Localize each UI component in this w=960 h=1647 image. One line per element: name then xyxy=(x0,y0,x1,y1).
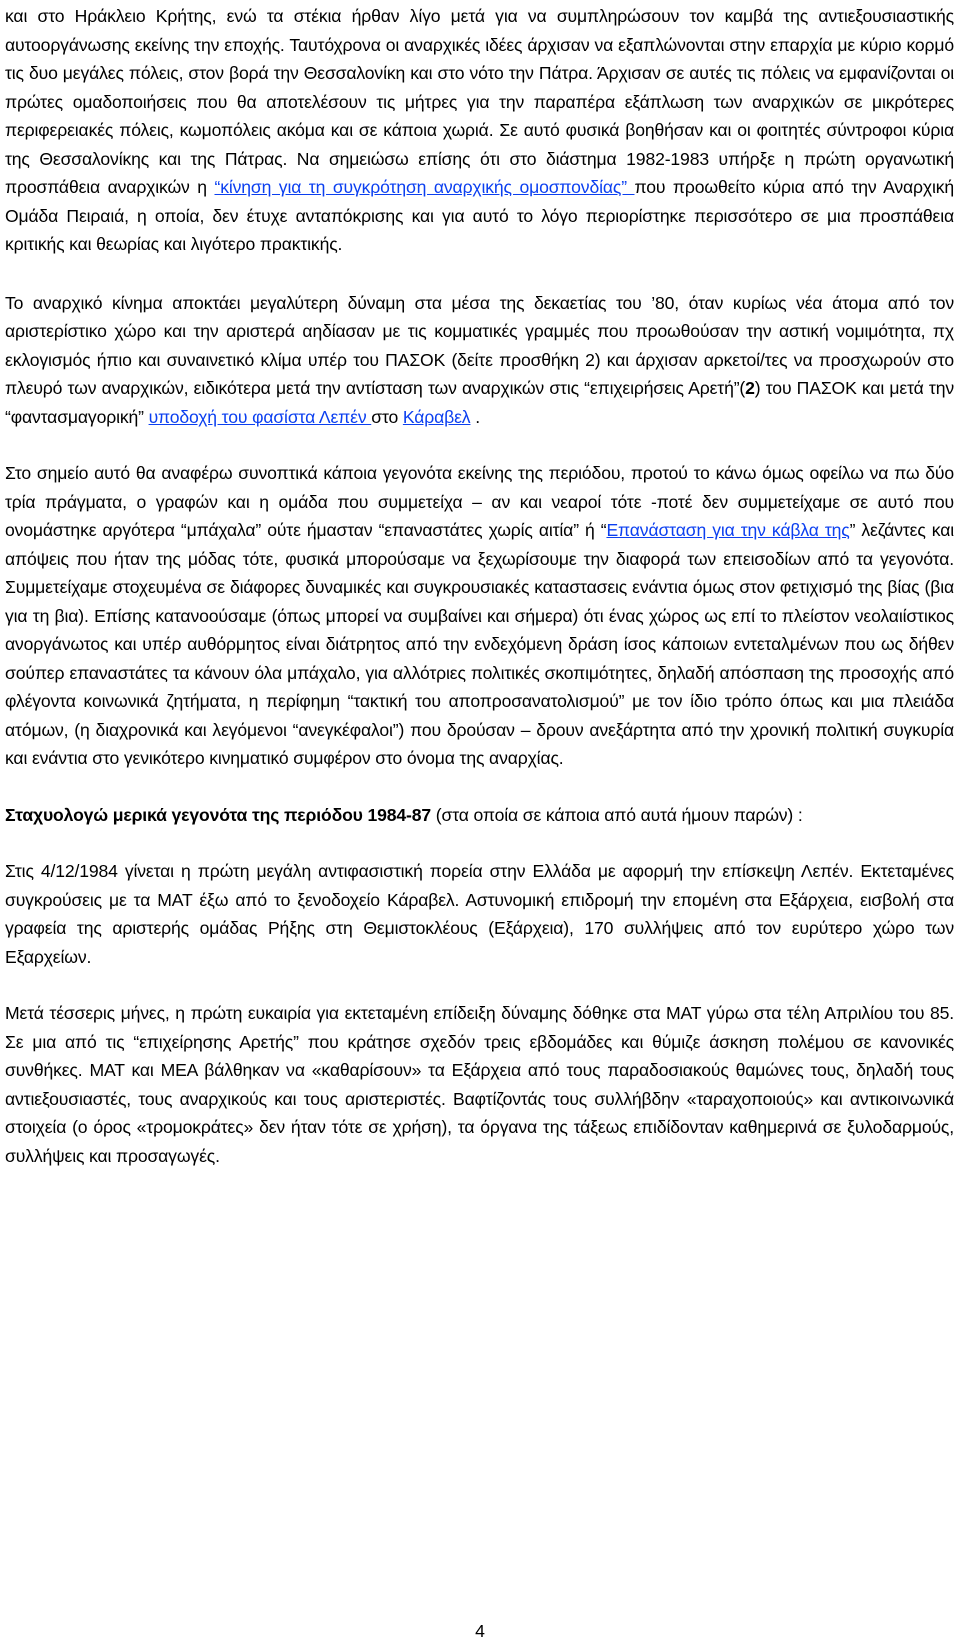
paragraph-6 xyxy=(5,999,954,1170)
paragraph-spacer xyxy=(5,773,954,801)
link-caravel[interactable]: Κάραβελ xyxy=(402,406,471,427)
paragraph-2-text-a: Το αναρχικό κίνημα αποκτάει μεγαλύτερη δύναμη στα μέσα της δεκαετίας του ’80, όταν κυρίως νέα άτομα από τον αριστερίστικο χώρο και την αριστερά αηδίασαν με τις κομματικές γραμμές που προωθούσαν την αστική νομιμότητα, πχ εκλογισμός ήπιο και συναινετικό κλίμα υπέρ του ΠΑΣΟΚ (δείτε προσθήκη 2) και άρχισαν αρκετοί/τες να προσχωρούν στο πλευρό των αναρχικών, ειδικότερα μετά την αντίσταση των αναρχικών στις “επιχειρήσεις Αρετή”( xyxy=(5,292,954,398)
paragraph-4-text-a: (στα οποία σε κάποια από αυτά ήμουν παρών) : xyxy=(431,804,803,825)
page-number: 4 xyxy=(475,1621,485,1641)
paragraph-spacer xyxy=(5,829,954,857)
paragraph-2-text-d: . xyxy=(470,406,480,427)
paragraph-2-bold-ref: 2 xyxy=(745,378,755,398)
paragraph-3-text-b: ” λεζάντες και απόψεις που ήταν της μόδας τότε, φυσικά μπορούσαμε να ξεχωρίσουμε την διαφορά των επεισοδίων από τα γεγονότα. Συμμετείχαμε στοχευμένα σε διάφορες δυναμικές και συγκρουσιακές καταστασεις ενάντια όμως στον φετιχισμό της βίας (βια για τη βια). Επίσης κατανοούσαμε (όπως μπορεί να συμβαίνει και σήμερα) ότι ένας χώρος ως επί το πλείστον νεολαιίστικος ανοργάνωτος και υπέρ αυθόρμητος είναι διάτρητος από την ενδεχόμενη δράση ίσος κάποιων εντεταλμένων που ως δήθεν σούπερ επαναστάτες τα κάνουν όλα μπάχαλο, για αλλότριες πολιτικές σκοπιμότητες, δηλαδή απόσπαση της προσοχής από φλέγοντα κοινωνικά ζητήματα, η περίφημη “τακτική του αποπροσανατολισμού” με τον ίδιο τρόπο όπως και μια πλειάδα ατόμων, (η διαχρονικά και λεγόμενοι “ανεγκέφαλοι”) που δρούσαν – δρουν ανεξάρτητα από την χρονική πολιτική συγκυρία και ενάντια στο γενικότερο κινηματικό συμφέρον στο όνομα της αναρχίας. xyxy=(5,520,954,768)
link-anarchist-federation[interactable]: “κίνηση για τη συγκρότηση αναρχικής ομοσπονδίας” xyxy=(214,177,635,197)
paragraph-5 xyxy=(5,857,954,971)
paragraph-1-text-a: και στο Ηράκλειο Κρήτης, ενώ τα στέκια ήρθαν λίγο μετά για να συμπληρώσουν τον καμβά της αντιεξουσιαστικής αυτοοργάνωσης εκείνης την εποχής. Ταυτόχρονα οι αναρχικές ιδέες άρχισαν να εξαπλώνονται στην επαρχία με κύριο κορμό τις δυο μεγάλες πόλεις, στον βορά την Θεσσαλονίκη και στο νότο την Πάτρα. Άρχισαν σε αυτές τις πόλεις να εμφανίζονται οι πρώτες ομαδοποιήσεις που θα αποτελέσουν τις μήτρες για την παραπέρα εξάπλωση των αναρχικών σε μικρότερες περιφερειακές πόλεις, κωμοπόλεις ακόμα και σε κάποια χωριά. Σε αυτό φυσικά βοηθήσαν και οι φοιτητές σύντροφοι κύρια της Θεσσαλονίκης και της Πάτρας. Να σημειώσω επίσης ότι στο διάστημα 1982-1983 υπήρξε η πρώτη οργανωτική προσπάθεια αναρχικών η xyxy=(5,6,954,197)
paragraph-4-bold-heading: Σταχυολογώ μερικά γεγονότα της περιόδου 1984-87 xyxy=(5,804,432,825)
paragraph-6-text-a: Μετά τέσσερις μήνες, η πρώτη ευκαιρία για εκτεταμένη επίδειξη δύναμης δόθηκε στα ΜΑΤ γύρω στα τέλη Απριλίου του 85. Σε μια από τις “επιχείρησης Αρετής” που κράτησε σχεδόν τρεις εβδομάδες και θύμιζε άσκηση πολέμου σε κανονικές συνθήκες. ΜΑΤ και ΜΕΑ βάλθηκαν να «καθαρίσουν» τα Εξάρχεια από τους παραδοσιακούς θαμώνες τους, δηλαδή τους αντιεξουσιαστές, τους αναρχικούς και τους αριστεριστές. Βαφτίζοντάς τους συλλήβδην «ταραχοποιούς» και αντικοινωνικά στοιχεία (ο όρος «τρομοκράτες» δεν ήταν τότε σε χρήση), τα όργανα της τάξεως επιδίδονταν καθημερινά σε ξυλοδαρμούς, συλλήψεις και προσαγωγές. xyxy=(5,1003,954,1166)
paragraph-2 xyxy=(5,289,954,432)
paragraph-spacer xyxy=(5,259,954,289)
paragraph-3 xyxy=(5,459,954,773)
paragraph-1 xyxy=(5,2,954,259)
paragraph-spacer xyxy=(5,971,954,999)
paragraph-3-text-a: Στο σημείο αυτό θα αναφέρω συνοπτικά κάποια γεγονότα εκείνης της περιόδου, προτού το κάνω όμως οφείλω να πω δύο τρία πράγματα, ο γραφών και η ομάδα που συμμετείχα – αν και νεαροί τότε -ποτέ δεν συμμετείχαμε σε αυτό που ονομάστηκε αργότερα “μπάχαλα” ούτε ήμασταν “επαναστάτες χωρίς αιτία” ή “ xyxy=(5,463,954,540)
paragraph-2-text-b: ) του ΠΑΣΟΚ και μετά την “φαντασμαγορική” xyxy=(5,378,954,427)
paragraph-5-text-a: Στις 4/12/1984 γίνεται η πρώτη μεγάλη αντιφασιστική πορεία στην Ελλάδα με αφορμή την επίσκεψη Λεπέν. Εκτεταμένες συγκρούσεις με τα ΜΑΤ έξω από το ξενοδοχείο Κάραβελ. Αστυνομική επιδρομή την επομένη στα Εξάρχεια, εισβολή στα γραφεία της αριστερής ομάδας Ρήξης στη Θεμιστοκλέους (Εξάρχεια), 170 συλλήψεις από τον ευρύτερο χώρο των Εξαρχείων. xyxy=(5,861,954,967)
paragraph-4 xyxy=(5,801,954,830)
link-revolution[interactable]: Επανάσταση για την κάβλα της xyxy=(606,520,850,540)
paragraph-1-text-b: που προωθείτο κύρια από την Αναρχική Ομάδα Πειραιά, η οποία, δεν έτυχε ανταπόκρισης και για αυτό το λόγο περιορίστηκε περισσότερο σε μια προσπάθεια κριτικής και θεωρίας και λιγότερο πρακτικής. xyxy=(5,177,954,254)
link-lepen-reception[interactable]: υποδοχή του φασίστα Λεπέν xyxy=(148,406,372,427)
paragraph-2-text-c: στο xyxy=(371,406,403,427)
paragraph-spacer xyxy=(5,431,954,459)
